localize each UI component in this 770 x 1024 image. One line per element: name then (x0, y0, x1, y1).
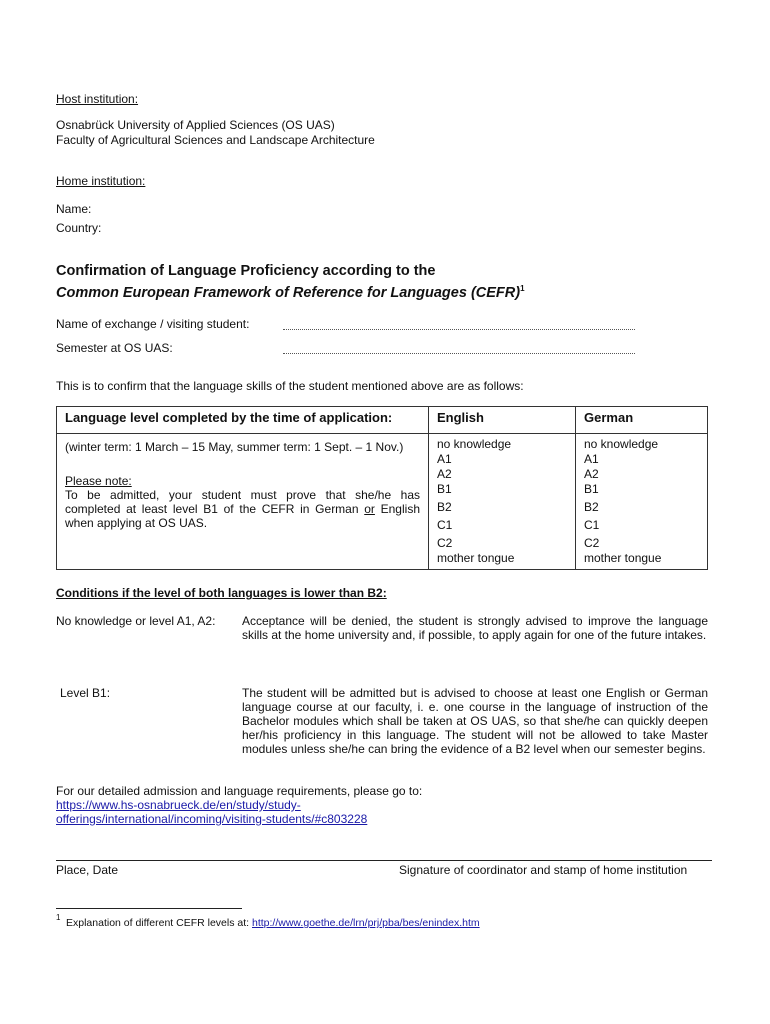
note-text-part-2: English when applying at OS UAS. (65, 502, 420, 530)
footnote-link[interactable]: http://www.goethe.de/lrn/prj/pba/bes/enindex.htm (252, 917, 480, 929)
header-level: Language level completed by the time of application: (57, 407, 429, 434)
semester-label: Semester at OS UAS: (56, 341, 173, 355)
confirm-text: This is to confirm that the language skills of the student mentioned above are as follows: (56, 379, 524, 393)
german-options-cell (576, 434, 708, 570)
place-date-label: Place, Date (56, 863, 119, 877)
german-option[interactable]: B1 (584, 482, 599, 496)
german-option[interactable]: no knowledge (584, 437, 659, 451)
signature-label: Signature of coordinator and stamp of home institution (399, 863, 688, 877)
german-option[interactable]: A2 (584, 467, 599, 481)
note-text-part-1: To be admitted, your student must prove that she/he has completed at least level B1 of the CEFR in German (65, 488, 420, 516)
note-text (65, 488, 420, 530)
german-option[interactable]: B2 (584, 500, 599, 514)
terms-text: (winter term: 1 March – 15 May, summer term: 1 Sept. – 1 Nov.) (65, 440, 404, 454)
host-institution-line-2: Faculty of Agricultural Sciences and Landscape Architecture (56, 133, 375, 147)
header-english: English (429, 407, 576, 434)
language-level-table (56, 406, 708, 570)
title-line-2: Common European Framework of Reference for Languages (CEFR) (56, 284, 521, 301)
table-header-row (57, 407, 708, 434)
requirements-link-line-1[interactable]: https://www.hs-osnabrueck.de/en/study/study- (56, 798, 301, 812)
document-title (56, 262, 525, 302)
english-option[interactable]: no knowledge (437, 437, 512, 451)
english-option[interactable]: mother tongue (437, 551, 515, 565)
german-option[interactable]: C1 (584, 518, 600, 532)
requirements-text: For our detailed admission and language requirements, please go to: (56, 784, 423, 798)
footnote-text-label: Explanation of different CEFR levels at: (66, 917, 252, 929)
conditions-heading: Conditions if the level of both languages is lower than B2: (56, 586, 387, 600)
title-line-1: Confirmation of Language Proficiency according to the (56, 263, 436, 279)
english-option[interactable]: C2 (437, 536, 453, 550)
english-option[interactable]: A1 (437, 452, 452, 466)
condition-2-label: Level B1: (60, 686, 111, 700)
host-institution-heading: Host institution: (56, 92, 139, 106)
header-german: German (576, 407, 708, 434)
footnote-text (66, 916, 480, 931)
requirements-link-line-2[interactable]: offerings/international/incoming/visiting-students/#c803228 (56, 812, 368, 826)
english-options-cell (429, 434, 576, 570)
note-heading: Please note: (65, 474, 132, 488)
table-body-row (57, 434, 708, 570)
english-option[interactable]: B1 (437, 482, 452, 496)
english-option[interactable]: B2 (437, 500, 452, 514)
signature-rule (56, 860, 712, 861)
german-option[interactable]: C2 (584, 536, 600, 550)
english-option[interactable]: C1 (437, 518, 453, 532)
home-institution-heading: Home institution: (56, 174, 146, 188)
footnote-rule (56, 908, 242, 909)
english-option[interactable]: A2 (437, 467, 452, 481)
condition-1-text: Acceptance will be denied, the student is strongly advised to improve the language skills at the home university and, if possible, to apply again for one of the future intakes. (242, 614, 708, 642)
home-name-label: Name: (56, 202, 92, 216)
note-or: or (364, 502, 375, 516)
semester-field[interactable] (283, 353, 635, 354)
level-info-cell (57, 434, 429, 570)
host-institution-line-1: Osnabrück University of Applied Sciences (OS UAS) (56, 118, 335, 132)
footnote-mark: 1 (56, 913, 61, 922)
title-footnote-mark: 1 (520, 284, 525, 293)
student-name-field[interactable] (283, 329, 635, 330)
condition-2-text: The student will be admitted but is advised to choose at least one English or German language course at our faculty, i. e. one course in the language of instruction of the Bachelor modules which shall be taken at OS UAS, so that she/he can quickly deepen her/his proficiency in this language. The student will not be allowed to take Master modules unless she/he can bring the evidence of a B2 level when our semester begins. (242, 686, 708, 756)
home-country-label: Country: (56, 221, 102, 235)
german-option[interactable]: mother tongue (584, 551, 662, 565)
condition-1-label: No knowledge or level A1, A2: (56, 614, 216, 628)
german-option[interactable]: A1 (584, 452, 599, 466)
student-name-label: Name of exchange / visiting student: (56, 317, 250, 331)
